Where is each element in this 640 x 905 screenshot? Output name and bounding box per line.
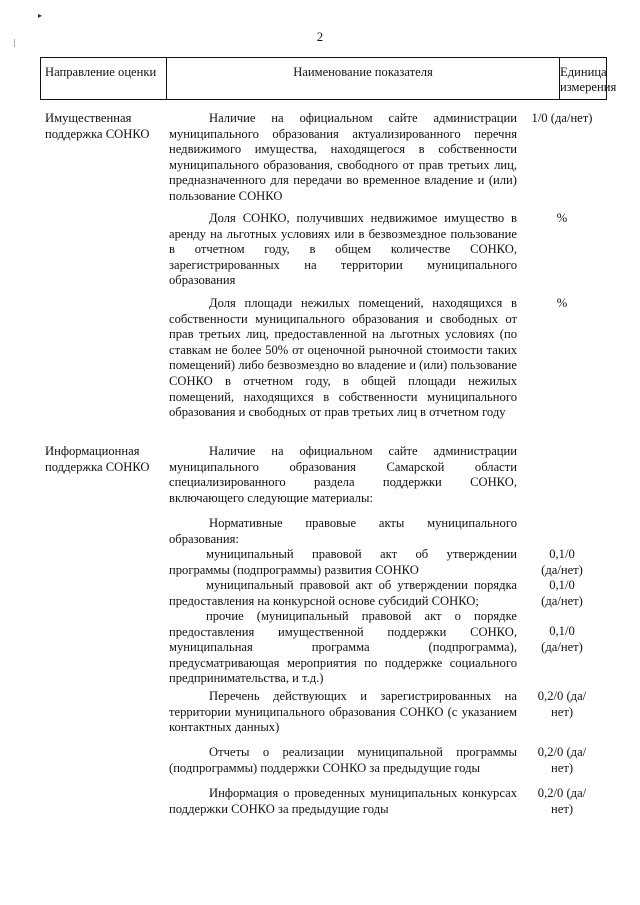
indicator-text: Отчеты о реализации муниципальной программы (подпрограммы) поддержки СОНКО за предыдущие годы bbox=[169, 745, 517, 775]
indicator-unit: % bbox=[556, 211, 568, 225]
normative-unit bbox=[528, 578, 596, 609]
indicator-text: Доля площади нежилых помещений, находящихся в собственности муниципального образования и свободных от прав третьих лиц, предоставленной на льготных условиях (по ставкам не более 50% от оценочной рыночной стоимости таких помещений) либо безвозмездно во владение и (или) пользование СОНКО в отчетном году, в общей площади нежилых помещений, находящихся в собственности муниципального образования и свободных от прав третьих лиц в отчетном году bbox=[169, 296, 517, 420]
normative-item: муниципальный правовой акт об утверждении порядка предоставления на конкурсной основе субсидий СОНКО; bbox=[169, 578, 517, 608]
indicator-unit: 0,2/0 (да/нет) bbox=[537, 786, 587, 816]
indicator-unit: 0,2/0 (да/нет) bbox=[537, 745, 587, 775]
normative-title: Нормативные правовые акты муниципального образования: bbox=[169, 516, 517, 546]
unit-label: (да/нет) bbox=[541, 562, 583, 577]
section-title-property: Имущественная поддержка СОНКО bbox=[45, 111, 150, 141]
unit-value: 0,1/0 bbox=[549, 624, 575, 638]
header-direction: Направление оценки bbox=[41, 58, 167, 99]
unit-value: 0,1/0 bbox=[549, 547, 575, 561]
section-title-info: Информационная поддержка СОНКО bbox=[45, 444, 150, 474]
unit-value: 0,1/0 bbox=[549, 578, 575, 592]
indicator-unit: % bbox=[556, 296, 568, 310]
header-indicator: Наименование показателя bbox=[167, 58, 560, 99]
indicator-text: Информация о проведенных муниципальных конкурсах поддержки СОНКО за предыдущие годы bbox=[169, 786, 517, 816]
unit-label: (да/нет) bbox=[541, 639, 583, 654]
normative-item: прочие (муниципальный правовой акт о порядке предоставления имущественной поддержки СОНКО, муниципальная программа (подпрограмма), предусматривающая мероприятия по поддержке социального предпринимательства, и т.д.) bbox=[169, 609, 517, 686]
indicator-unit: 1/0 (да/нет) bbox=[531, 111, 593, 125]
unit-label: (да/нет) bbox=[541, 593, 583, 608]
indicator-text: Перечень действующих и зарегистрированных на территории муниципального образования СОНКО (с указанием контактных данных) bbox=[169, 689, 517, 735]
page-number: 2 bbox=[316, 30, 324, 44]
indicator-text: Доля СОНКО, получивших недвижимое имущество в аренду на льготных условиях или в безвозмездное пользование в отчетном году, в общем количестве СОНКО, зарегистрированных на территории муниципального образования bbox=[169, 211, 517, 288]
indicator-text: Наличие на официальном сайте администрации муниципального образования актуализированного перечня недвижимого имущества, находящегося в собственности муниципального образования, свободного от прав третьих лиц, предназначенного для передачи во временное владение и (или) пользование СОНКО bbox=[169, 111, 517, 203]
header-unit: Единица измерения bbox=[560, 65, 617, 94]
scan-mark: ▸ bbox=[38, 11, 43, 20]
table-header bbox=[40, 57, 617, 100]
normative-item: муниципальный правовой акт об утверждении программы (подпрограммы) развития СОНКО bbox=[169, 547, 517, 577]
scan-mark: | bbox=[14, 38, 16, 47]
indicator-unit: 0,2/0 (да/нет) bbox=[537, 689, 587, 719]
normative-unit bbox=[528, 624, 596, 655]
indicator-intro: Наличие на официальном сайте администрации муниципального образования Самарской области специализированного раздела поддержки СОНКО, включающего следующие материалы: bbox=[169, 444, 517, 505]
normative-unit bbox=[528, 547, 596, 578]
